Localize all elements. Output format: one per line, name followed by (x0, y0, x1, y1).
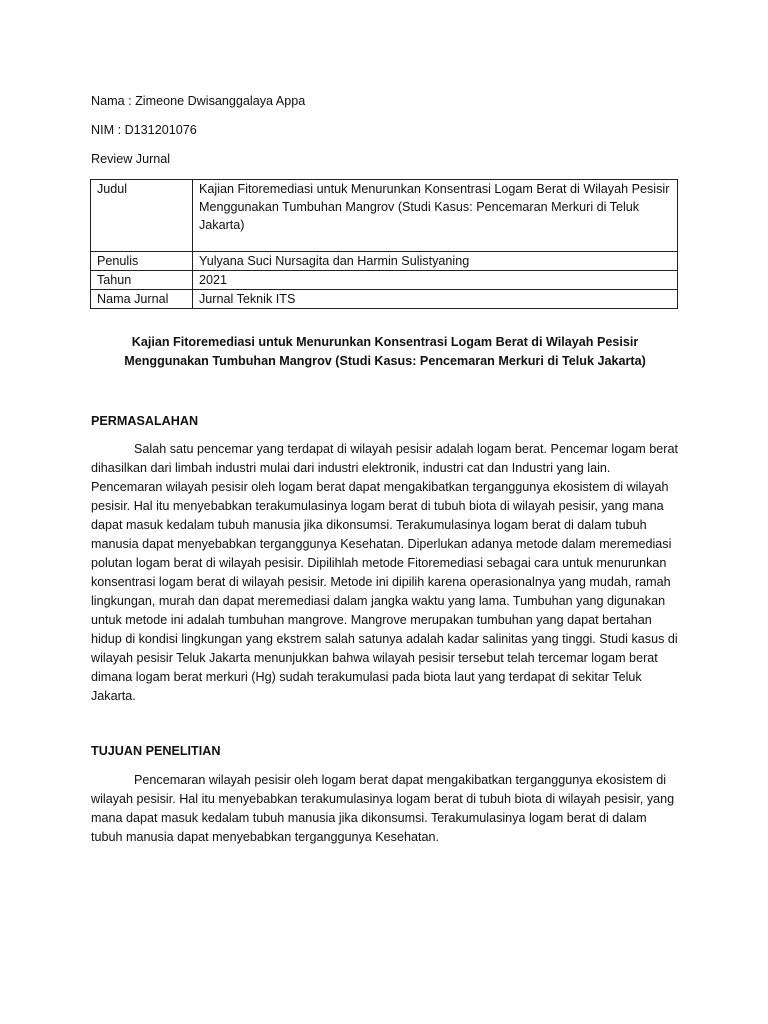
article-title: Kajian Fitoremediasi untuk Menurunkan Konsentrasi Logam Berat di Wilayah Pesisir Menggunakan Tumbuhan Mangrov (Studi Kasus: Pencemaran Merkuri di Teluk Jakarta) (124, 335, 646, 368)
student-nim: NIM : D131201076 (91, 123, 197, 137)
table-row-penulis (91, 252, 678, 271)
section-body-permasalahan: Salah satu pencemar yang terdapat di wilayah pesisir adalah logam berat. Pencemar logam berat dihasilkan dari limbah industri mulai dari industri elektronik, industri cat dan Industri yang lain. Pencemaran wilayah pesisir oleh logam berat dapat mengakibatkan terganggunya ekosistem di wilayah pesisir. Hal itu menyebabkan terakumulasinya logam berat di tubuh biota di wilayah pesisir, yang mana dapat masuk kedalam tubuh manusia jika dikonsumsi. Terakumulasinya logam berat di dalam tubuh manusia dapat menyebabkan terganggunya Kesehatan. Diperlukan adanya metode dalam meremediasi polutan logam berat di wilayah pesisir. Dipilihlah metode Fitoremediasi sebagai cara untuk menurunkan konsentrasi logam berat di wilayah pesisir. Metode ini dipilih karena operasionalnya yang mudah, ramah lingkungan, murah dan dapat meremediasi dalam jangka waktu yang lama. Tumbuhan yang digunakan untuk metode ini adalah tumbuhan mangrove. Mangrove merupakan tumbuhan yang dapat bertahan hidup di kondisi lingkungan yang ekstrem salah satunya adalah kadar salinitas yang tinggi. Studi kasus di wilayah pesisir Teluk Jakarta menunjukkan bahwa wilayah pesisir tersebut telah tercemar logam berat dimana logam berat merkuri (Hg) sudah terakumulasi pada biota laut yang terdapat di sekitar Teluk Jakarta. (91, 442, 678, 703)
section-heading-permasalahan: PERMASALAHAN (91, 414, 199, 428)
table-key-nama-jurnal: Nama Jurnal (91, 290, 193, 309)
table-key-judul: Judul (91, 180, 193, 252)
table-value-nama-jurnal: Jurnal Teknik ITS (193, 290, 678, 309)
table-value-judul: Kajian Fitoremediasi untuk Menurunkan Konsentrasi Logam Berat di Wilayah Pesisir Menggunakan Tumbuhan Mangrov (Studi Kasus: Pencemaran Merkuri di Teluk Jakarta) (193, 180, 678, 252)
table-row-nama-jurnal (91, 290, 678, 309)
document-type-label: Review Jurnal (91, 152, 171, 166)
table-row-judul (91, 180, 678, 252)
table-value-tahun: 2021 (193, 271, 678, 290)
student-name: Nama : Zimeone Dwisanggalaya Appa (91, 94, 306, 108)
table-key-penulis: Penulis (91, 252, 193, 271)
review-info-table (90, 179, 678, 309)
table-value-penulis: Yulyana Suci Nursagita dan Harmin Sulistyaning (193, 252, 678, 271)
section-body-tujuan-penelitian: Pencemaran wilayah pesisir oleh logam berat dapat mengakibatkan terganggunya ekosistem di wilayah pesisir. Hal itu menyebabkan terakumulasinya logam berat di tubuh biota di wilayah pesisir, yang mana dapat masuk kedalam tubuh manusia jika dikonsumsi. Terakumulasinya logam berat di dalam tubuh manusia dapat menyebabkan terganggunya Kesehatan. (91, 773, 675, 844)
section-heading-tujuan-penelitian: TUJUAN PENELITIAN (91, 744, 221, 758)
table-key-tahun: Tahun (91, 271, 193, 290)
table-row-tahun (91, 271, 678, 290)
